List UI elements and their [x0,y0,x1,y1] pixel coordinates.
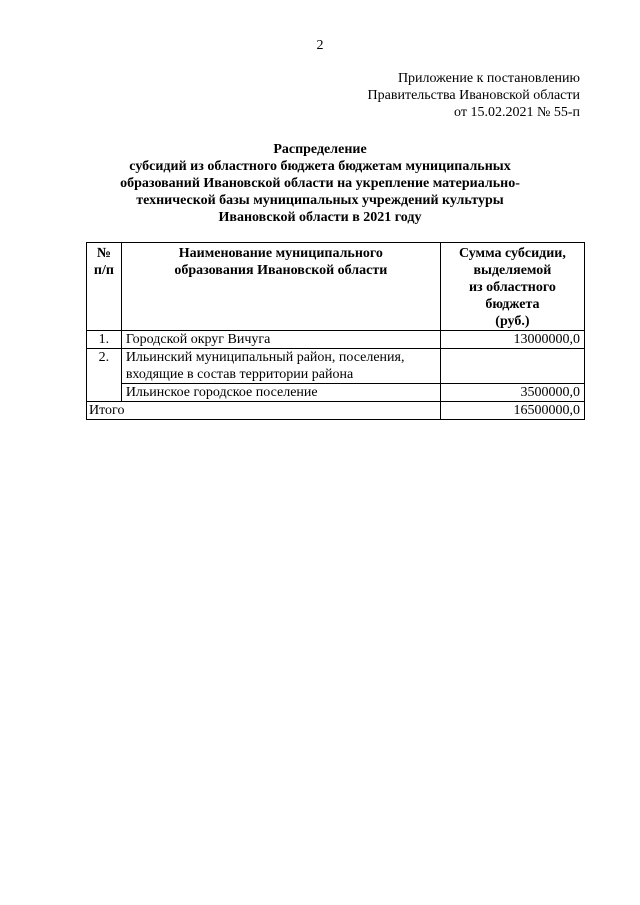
row-1-number: 1. [87,331,122,349]
page-number: 2 [316,38,324,53]
header-name-line-2: образования Ивановской области [174,263,388,278]
distribution-table [86,242,585,420]
document-title [0,141,640,226]
table-row [87,384,585,402]
appendix-line-2: Правительства Ивановской области [367,88,580,103]
row-1-sum: 13000000,0 [440,331,584,349]
row-1-name: Городской округ Вичуга [121,331,440,349]
table-row [87,331,585,349]
row-2-name-line-1: Ильинский муниципальный район, поселения, [125,350,405,365]
title-line-1: Распределение [273,142,367,157]
header-sum [440,243,584,331]
title-line-4: технической базы муниципальных учреждений культуры [136,193,504,208]
header-sum-line-4: бюджета [485,297,540,312]
table-row [87,349,585,384]
title-line-3: образований Ивановской области на укрепление материально- [120,176,520,191]
appendix-line-3: от 15.02.2021 № 55-п [454,105,580,120]
appendix-header [368,70,580,121]
header-number-line-2: п/п [93,263,114,278]
row-2-name [121,349,440,384]
header-sum-line-1: Сумма субсидии, [458,246,566,261]
row-2-sum [440,349,584,384]
row-3-sum: 3500000,0 [440,384,584,402]
title-line-5: Ивановской области в 2021 году [218,210,422,225]
header-name [121,243,440,331]
table-header-row [87,243,585,331]
header-name-line-1: Наименование муниципального [178,246,383,261]
row-2-name-line-2: входящие в состав территории района [125,367,354,382]
header-number [87,243,122,331]
header-number-line-1: № [96,246,111,261]
title-line-2: субсидий из областного бюджета бюджетам муниципальных [129,159,511,174]
table-total-row [87,402,585,420]
appendix-line-1: Приложение к постановлению [397,71,580,86]
header-sum-line-5: (руб.) [495,314,530,329]
row-3-name: Ильинское городское поселение [121,384,440,402]
row-2-number: 2. [87,349,122,402]
header-sum-line-2: выделяемой [473,263,552,278]
header-sum-line-3: из областного [468,280,556,295]
total-label: Итого [87,402,441,420]
total-sum: 16500000,0 [440,402,584,420]
